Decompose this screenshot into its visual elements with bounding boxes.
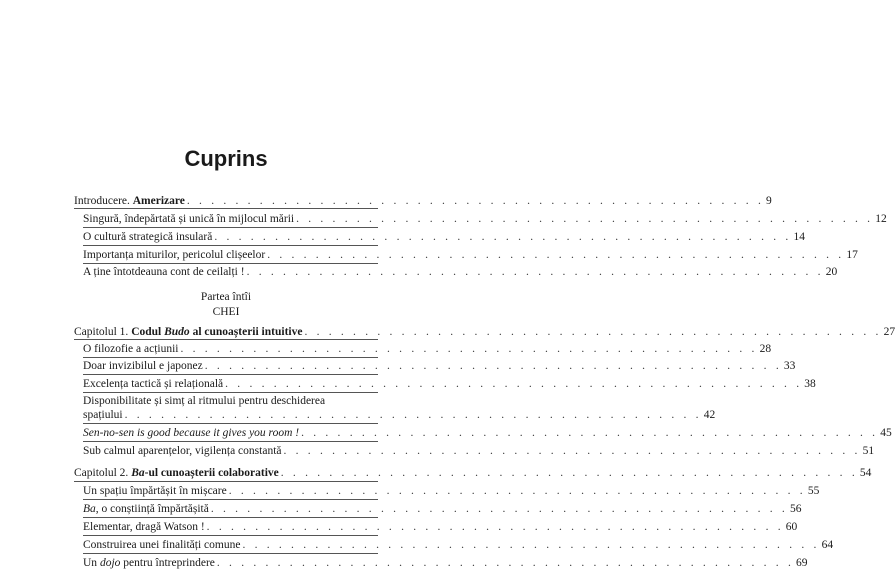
entry-rule [83, 535, 378, 536]
toc-entry: O cultură strategică insulară . . . . . . . . . . . . . . . . . . . . . . . . . . . . . . . . . . . . . . . . . . . . . . . . 14 [83, 231, 805, 243]
page-title: Cuprins [184, 146, 268, 171]
section-rule [74, 339, 378, 340]
leader-dots: . . . . . . . . . . . . . . . . . . . . . . . . . . . . . . . . . . . . . . . . . . . . . . . . [186, 195, 765, 207]
toc-entry: Disponibilitate și simț al ritmului pentru deschiderea spațiului . . . . . . . . . . . . . . . . . . . . . . . . . . . . . . . . . . . . . . . . . . . . . . . . 42 [83, 395, 716, 421]
entry-rule [83, 392, 378, 393]
part-subheading: CHEI [212, 306, 240, 318]
toc-entry: Importanța miturilor, pericolul clișeelor . . . . . . . . . . . . . . . . . . . . . . . . . . . . . . . . . . . . . . . . . . . . . . . . 17 [83, 249, 858, 261]
toc-page-number: 9 [766, 195, 772, 207]
toc-entry: Construirea unei finalități comune . . . . . . . . . . . . . . . . . . . . . . . . . . . . . . . . . . . . . . . . . . . . . . . . 64 [83, 539, 834, 551]
toc-entry: Doar invizibilul e japonez . . . . . . . . . . . . . . . . . . . . . . . . . . . . . . . . . . . . . . . . . . . . . . . . 33 [83, 360, 796, 372]
toc-entry: A ține întotdeauna cont de ceilalți ! . . . . . . . . . . . . . . . . . . . . . . . . . . . . . . . . . . . . . . . . . . . . . . . . 20 [83, 266, 838, 278]
toc-entry: Sub calmul aparențelor, vigilența constantă . . . . . . . . . . . . . . . . . . . . . . . . . . . . . . . . . . . . . . . . . . . . . . . . 51 [83, 445, 875, 457]
entry-rule [83, 517, 378, 518]
entry-rule [83, 441, 378, 442]
entry-rule [83, 245, 378, 246]
part-heading: Partea întîi [200, 291, 252, 303]
toc-entry: Singură, îndepărtată și unică în mijlocul mării . . . . . . . . . . . . . . . . . . . . . . . . . . . . . . . . . . . . . . . . . . . . . . . . 12 [83, 213, 887, 225]
entry-rule [83, 227, 378, 228]
toc-entry: Un spațiu împărtășit în mișcare . . . . . . . . . . . . . . . . . . . . . . . . . . . . . . . . . . . . . . . . . . . . . . . . 55 [83, 485, 820, 497]
toc-label: Introducere. Amerizare [74, 195, 185, 207]
toc-entry: O filozofie a acțiunii . . . . . . . . . . . . . . . . . . . . . . . . . . . . . . . . . . . . . . . . . . . . . . . . 28 [83, 343, 772, 355]
toc-entry: Elementar, dragă Watson ! . . . . . . . . . . . . . . . . . . . . . . . . . . . . . . . . . . . . . . . . . . . . . . . . 60 [83, 521, 798, 533]
toc-entry: Un dojo pentru întreprindere . . . . . . . . . . . . . . . . . . . . . . . . . . . . . . . . . . . . . . . . . . . . . . . . 69 [83, 557, 808, 569]
entry-rule [83, 357, 378, 358]
toc-entry: Ba, o conștiință împărtășită . . . . . . . . . . . . . . . . . . . . . . . . . . . . . . . . . . . . . . . . . . . . . . . . 56 [83, 503, 802, 515]
toc-entry: Sen-no-sen is good because it gives you room ! . . . . . . . . . . . . . . . . . . . . . . . . . . . . . . . . . . . . . . . . . . . . . . . . 45 [83, 427, 892, 439]
section-rule [74, 208, 378, 209]
entry-rule [83, 423, 378, 424]
entry-rule [83, 553, 378, 554]
toc-entry-chapter-2: Capitolul 2. Ba-ul cunoașterii colaborative . . . . . . . . . . . . . . . . . . . . . . . . . . . . . . . . . . . . . . . . . . . . . . . . 54 [74, 467, 872, 479]
entry-rule [83, 499, 378, 500]
section-rule [74, 481, 378, 482]
toc-entry-intro [74, 194, 772, 208]
entry-rule [83, 374, 378, 375]
entry-rule [83, 263, 378, 264]
toc-entry-chapter-1: Capitolul 1. Codul Budo al cunoașterii intuitive . . . . . . . . . . . . . . . . . . . . . . . . . . . . . . . . . . . . . . . . . . . . . . . . 27 [74, 326, 895, 338]
toc-entry: Excelența tactică și relațională . . . . . . . . . . . . . . . . . . . . . . . . . . . . . . . . . . . . . . . . . . . . . . . . 38 [83, 378, 816, 390]
